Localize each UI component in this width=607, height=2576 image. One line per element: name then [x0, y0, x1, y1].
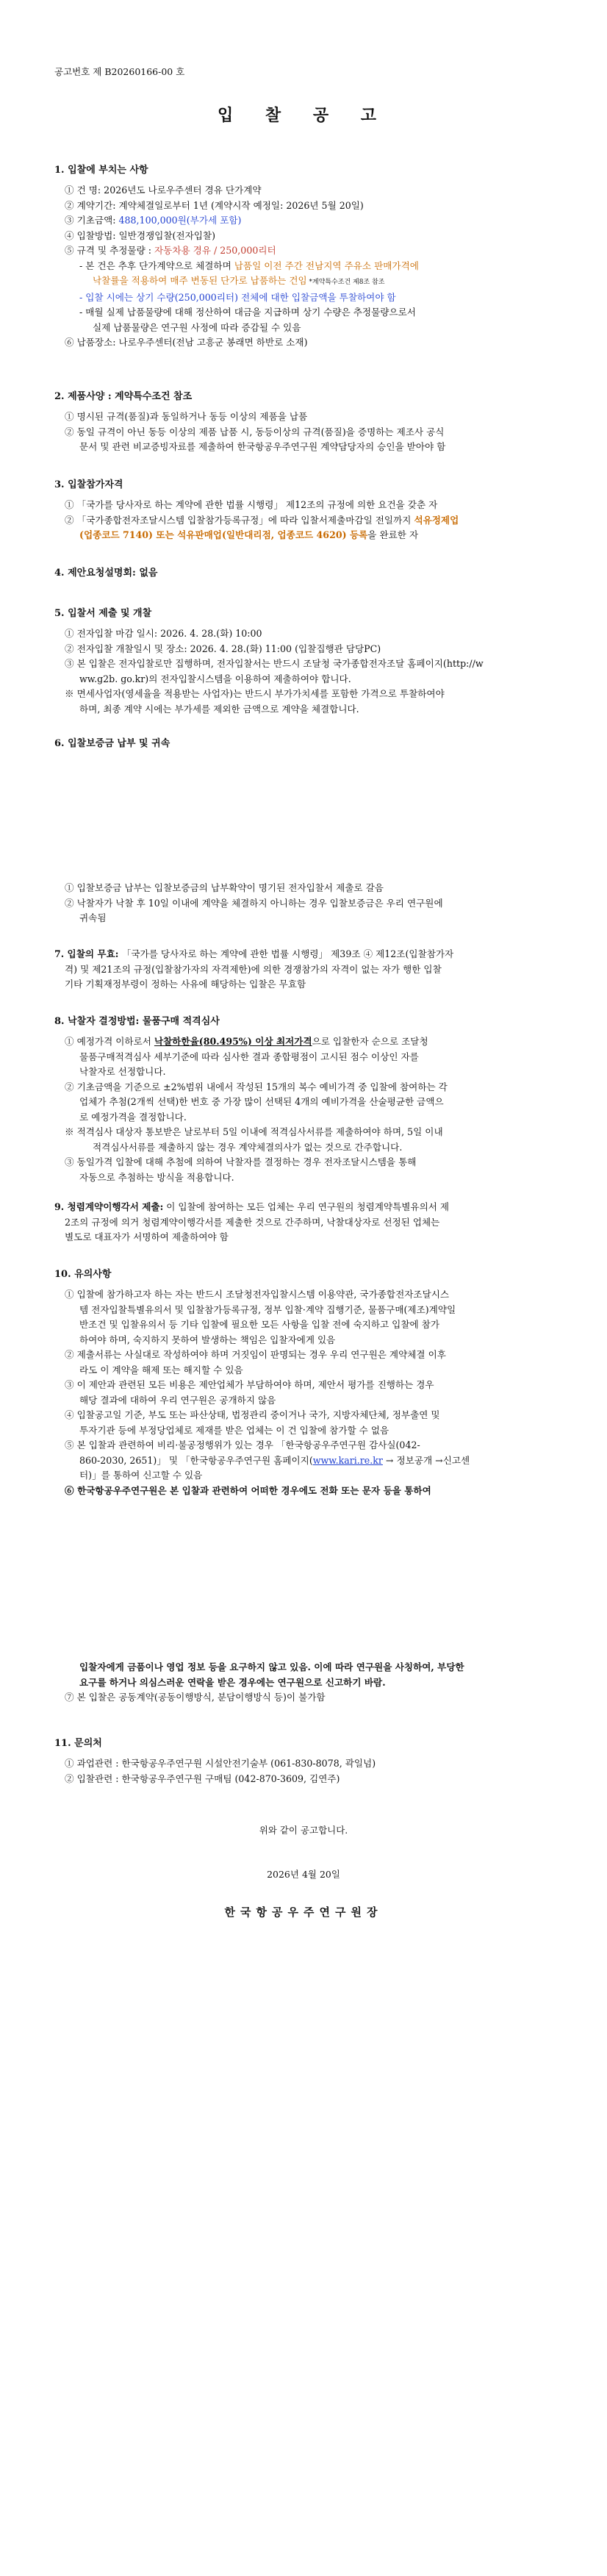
- highlight: 납품일 이전 주간 전남지역 주유소 판매가격에: [234, 260, 419, 271]
- item-line: 입찰자에게 금품이나 영업 정보 등을 요구하지 않고 있음. 이에 따라 연구원을 사칭하여, 부당한: [79, 1661, 464, 1672]
- section-6-body: [54, 881, 561, 926]
- section-heading: 5. 입찰서 제출 및 개찰: [54, 608, 152, 619]
- section-6: [54, 735, 561, 756]
- item-line: ② 동일 규격이 아닌 동등 이상의 제품 납품 시, 동등이상의 규격(품질)을 증명하는 제조사 공식: [65, 426, 445, 437]
- item-line: 라도 이 계약을 해제 또는 해지할 수 있음: [79, 1364, 243, 1375]
- section-heading: 9. 청렴계약이행각서 제출:: [54, 1201, 164, 1212]
- notice-number: 공고번호 제 B20260166-00 호: [54, 66, 185, 77]
- base-amount: 488,100,000원(부가세 포함): [118, 215, 242, 226]
- item-line: 반조건 및 입찰유의서 등 기타 입찰에 필요한 모든 사항을 입찰 전에 숙지하고 입찰에 참가: [79, 1319, 440, 1330]
- item-line: ④ 입찰공고일 기준, 부도 또는 파산상태, 법정관리 중이거나 국가, 지방자체단체, 정부출연 및: [65, 1409, 440, 1420]
- footnote: *계약특수조건 제8조 참조: [306, 279, 385, 286]
- item-line: ⑦ 본 입찰은 공동계약(공동이행방식, 분담이행방식 등)이 불가함: [65, 1692, 326, 1703]
- item-line: [54, 1453, 561, 1469]
- item-line: [54, 259, 561, 274]
- item-line: ⑥ 한국항공우주연구원은 본 입찰과 관련하여 어떠한 경우에도 전화 또는 문자 등을 통하여: [65, 1484, 431, 1496]
- section-10: [54, 1266, 561, 1498]
- item-line: ① 명시된 규격(품질)과 동일하거나 동등 이상의 제품을 납품: [65, 411, 308, 422]
- text: 860-2030, 2651)」 및 「한국항공우주연구원 홈페이지(: [79, 1454, 313, 1466]
- section-1: [54, 162, 561, 351]
- item-line: ⑤ 본 입찰과 관련하여 비리·불공정행위가 있는 경우 「한국항공우주연구원 감사실(042-: [65, 1439, 420, 1450]
- label: ⑤ 규격 및 추정물량 :: [65, 245, 155, 256]
- section-4: [54, 565, 561, 586]
- item-line: ② 기초금액을 기준으로 ±2%범위 내에서 작성된 15개의 복수 예비가격 중 입찰에 참여하는 각: [65, 1081, 448, 1092]
- label: ③ 기초금액:: [65, 215, 119, 226]
- text: 으로 입찰한자 순으로 조달청: [312, 1036, 428, 1047]
- section-2: [54, 388, 561, 455]
- item-line: 해당 결과에 대하여 우리 연구원은 공개하지 않음: [79, 1394, 276, 1406]
- item-line: [54, 513, 561, 529]
- item-line: ※ 적격심사 대상자 통보받은 날로부터 5일 이내에 적격심사서류를 제출하여야 하며, 5일 이내: [65, 1126, 443, 1137]
- item-line: [54, 528, 561, 543]
- page-title: 입 찰 공 고: [218, 106, 389, 125]
- item-line: ③ 본 입찰은 전자입찰로만 집행하며, 전자입찰서는 반드시 조달청 국가종합전자조달 홈페이지(http://w: [65, 658, 484, 669]
- item-line: 2조의 규정에 의거 청렴계약이행각서를 제출한 것으로 간주하며, 낙찰대상자로 선정된 업체는: [65, 1216, 440, 1228]
- item-line: ② 제출서류는 사실대로 작성하여야 하며 거짓임이 판명되는 경우 우리 연구원은 계약체결 이후: [65, 1349, 446, 1360]
- section-heading: 2. 제품사양 : 계약특수조건 참조: [54, 391, 193, 402]
- item-line: 터)」를 통하여 신고할 수 있음: [79, 1470, 203, 1481]
- section-11: [54, 1735, 561, 1786]
- section-heading: 10. 유의사항: [54, 1269, 112, 1280]
- item-line: ① 입찰에 참가하고자 하는 자는 반드시 조달청전자입찰시스템 이용약관, 국가종합전자조달시스: [65, 1289, 450, 1300]
- text: ② 「국가종합전자조달시스템 입찰참가등록규정」에 따라 입찰서제출마감일 전일까지: [65, 514, 414, 526]
- item-line: 적격심사서류를 제출하지 않는 경우 계약체결의사가 없는 것으로 간주합니다.: [93, 1141, 403, 1153]
- item-line: 귀속됨: [79, 912, 107, 923]
- item-line: [54, 213, 561, 229]
- item-line: ① 「국가를 당사자로 하는 계약에 관한 법률 시행령」 제12조의 규정에 의한 요건을 갖춘 자: [65, 499, 438, 510]
- item-line: 업체가 추첨(2개씩 선택)한 번호 중 가장 많이 선택된 4개의 예비가격을 산술평균한 금액으: [79, 1096, 444, 1107]
- item-line: ww.g2b. go.kr)의 전자입찰시스템을 이용하여 제출하여야 합니다.: [79, 673, 351, 684]
- section-heading: 7. 입찰의 무효:: [54, 948, 122, 959]
- highlight: 석유정제업: [414, 514, 459, 526]
- item-line: 실제 납품물량은 연구원 사정에 따라 증감될 수 있음: [93, 321, 301, 333]
- section-heading: 11. 문의처: [54, 1738, 102, 1749]
- item-line: ② 낙찰자가 낙찰 후 10일 이내에 계약을 체결하지 아니하는 경우 입찰보증금은 우리 연구원에: [65, 897, 443, 909]
- section-heading: 3. 입찰참가자격: [54, 479, 123, 490]
- section-heading: 6. 입찰보증금 납부 및 귀속: [54, 738, 170, 749]
- text: 「국가를 당사자로 하는 계약에 관한 법률 시행령」 제39조 ④ 제12조(입찰참가자: [121, 948, 454, 959]
- section-8: [54, 1013, 561, 1185]
- highlight: 낙찰하한율(80.495%) 이상 최저가격: [154, 1036, 312, 1047]
- section-7: [54, 947, 561, 992]
- item-line: [54, 243, 561, 259]
- section-heading: 1. 입찰에 부치는 사항: [54, 165, 148, 176]
- item-line: ④ 입찰방법: 일반경쟁입찰(전자입찰): [65, 229, 215, 241]
- item-line: 투자기관 등에 부정당업체로 제재를 받은 업체는 이 건 입찰에 참가할 수 없음: [79, 1424, 389, 1436]
- item-line: 템 전자입찰특별유의서 및 입찰참가등록규정, 정부 입찰·계약 집행기준, 물품구매(제조)계약일: [79, 1303, 456, 1315]
- item-line: 하며, 최종 계약 시에는 부가세를 제외한 금액으로 계약을 체결합니다.: [79, 703, 359, 715]
- section-heading: 4. 제안요청설명회: 없음: [54, 568, 158, 579]
- issuer-signature: 한국항공우주연구원장: [224, 1906, 383, 1919]
- highlight: (업종코드 7140) 또는 석유판매업(일반대리점, 업종코드 4620) 등록: [79, 529, 368, 540]
- highlight: 낙찰률을 적용하여 매주 변동된 단가로 납품하는 건임: [93, 275, 307, 286]
- item-line: - 매월 실제 납품물량에 대해 정산하여 대금을 지급하며 상기 수량은 추정물량으로서: [79, 307, 416, 318]
- spec-quantity: 자동차용 경유 / 250,000리터: [154, 245, 276, 256]
- item-line: ② 입찰관련 : 한국항공우주연구원 구매팀 (042-870-3609, 김연주): [65, 1772, 340, 1784]
- text: ① 예정가격 이하로서: [65, 1036, 154, 1047]
- item-line: - 입찰 시에는 상기 수량(250,000리터) 전체에 대한 입찰금액을 투찰하여야 함: [79, 291, 396, 303]
- item-line: [54, 947, 561, 962]
- section-10-continued: [54, 1660, 561, 1706]
- section-9: [54, 1200, 561, 1245]
- text: - 본 건은 추후 단가계약으로 체결하며: [79, 260, 234, 271]
- closing-line: 위와 같이 공고합니다.: [259, 1825, 348, 1836]
- item-line: ① 과업관련 : 한국항공우주연구원 시설안전기술부 (061-830-8078, 곽일넘): [65, 1758, 376, 1769]
- section-3: [54, 476, 561, 543]
- item-line: ※ 면세사업자(영세율을 적용받는 사업자)는 반드시 부가가치세를 포함한 가격으로 투찰하여야: [65, 688, 445, 699]
- text: → 정보공개 →신고센: [382, 1454, 470, 1466]
- item-line: 요구를 하거나 의심스러운 연락을 받은 경우에는 연구원으로 신고하기 바람.: [79, 1676, 386, 1688]
- item-line: 로 예정가격을 결정합니다.: [79, 1111, 187, 1123]
- item-line: [54, 1034, 561, 1050]
- text: 을 완료한 자: [367, 529, 419, 540]
- item-line: 격) 및 제21조의 규정(입찰참가자의 자격제한)에 의한 경쟁참가의 자격이 없는 자가 행한 입찰: [65, 963, 442, 975]
- item-line: 물품구매적격심사 세부기준에 따라 심사한 결과 종합평점이 고시된 점수 이상인 자를: [79, 1051, 419, 1062]
- item-line: ① 전자입찰 마감 일시: 2026. 4. 28.(화) 10:00: [65, 628, 262, 639]
- item-line: ③ 이 제안과 관련된 모든 비용은 제안업체가 부담하여야 하며, 제안서 평가를 진행하는 경우: [65, 1379, 434, 1390]
- item-line: ③ 동일가격 입찰에 대해 추첨에 의하여 낙찰자를 결정하는 경우 전자조달시스템을 통해: [65, 1156, 417, 1167]
- item-line: ② 계약기간: 계약체결일로부터 1년 (계약시작 예정일: 2026년 5월 20일): [65, 199, 364, 211]
- item-line: 하여야 하며, 숙지하지 못하여 발생하는 책임은 입찰자에게 있음: [79, 1334, 336, 1345]
- item-line: ① 입찰보증금 납부는 입찰보증금의 납부확약이 명기된 전자입찰서 제출로 갈음: [65, 882, 384, 893]
- item-line: 낙찰자로 선정합니다.: [79, 1066, 166, 1077]
- section-5: [54, 605, 561, 717]
- item-line: ⑥ 납품장소: 나로우주센터(전남 고흥군 봉래면 하반로 소재): [65, 337, 308, 348]
- item-line: 별도로 대표자가 서명하여 제출하여야 함: [65, 1231, 229, 1242]
- section-heading: 8. 낙찰자 결정방법: 물품구매 적격심사: [54, 1016, 220, 1027]
- item-line: ① 건 명: 2026년도 나로우주센터 경유 단가계약: [65, 185, 262, 196]
- notice-date: 2026년 4월 20일: [267, 1869, 340, 1880]
- item-line: 기타 기획재정부령이 정하는 사유에 해당하는 입찰은 무효함: [65, 978, 306, 990]
- item-line: 문서 및 관련 비교증빙자료를 제출하여 한국항공우주연구원 계약담당자의 승인을 받아야 함: [79, 441, 446, 452]
- item-line: [54, 273, 561, 290]
- text: 이 입찰에 참여하는 모든 업체는 우리 연구원의 청렴계약특별유의서 제: [163, 1201, 450, 1212]
- item-line: 자동으로 추첨하는 방식을 적용합니다.: [79, 1171, 234, 1183]
- item-line: ② 전자입찰 개찰일시 및 장소: 2026. 4. 28.(화) 11:00 (입찰집행관 담당PC): [65, 643, 381, 654]
- item-line: [54, 1200, 561, 1215]
- homepage-link[interactable]: www.kari.re.kr: [312, 1454, 383, 1466]
